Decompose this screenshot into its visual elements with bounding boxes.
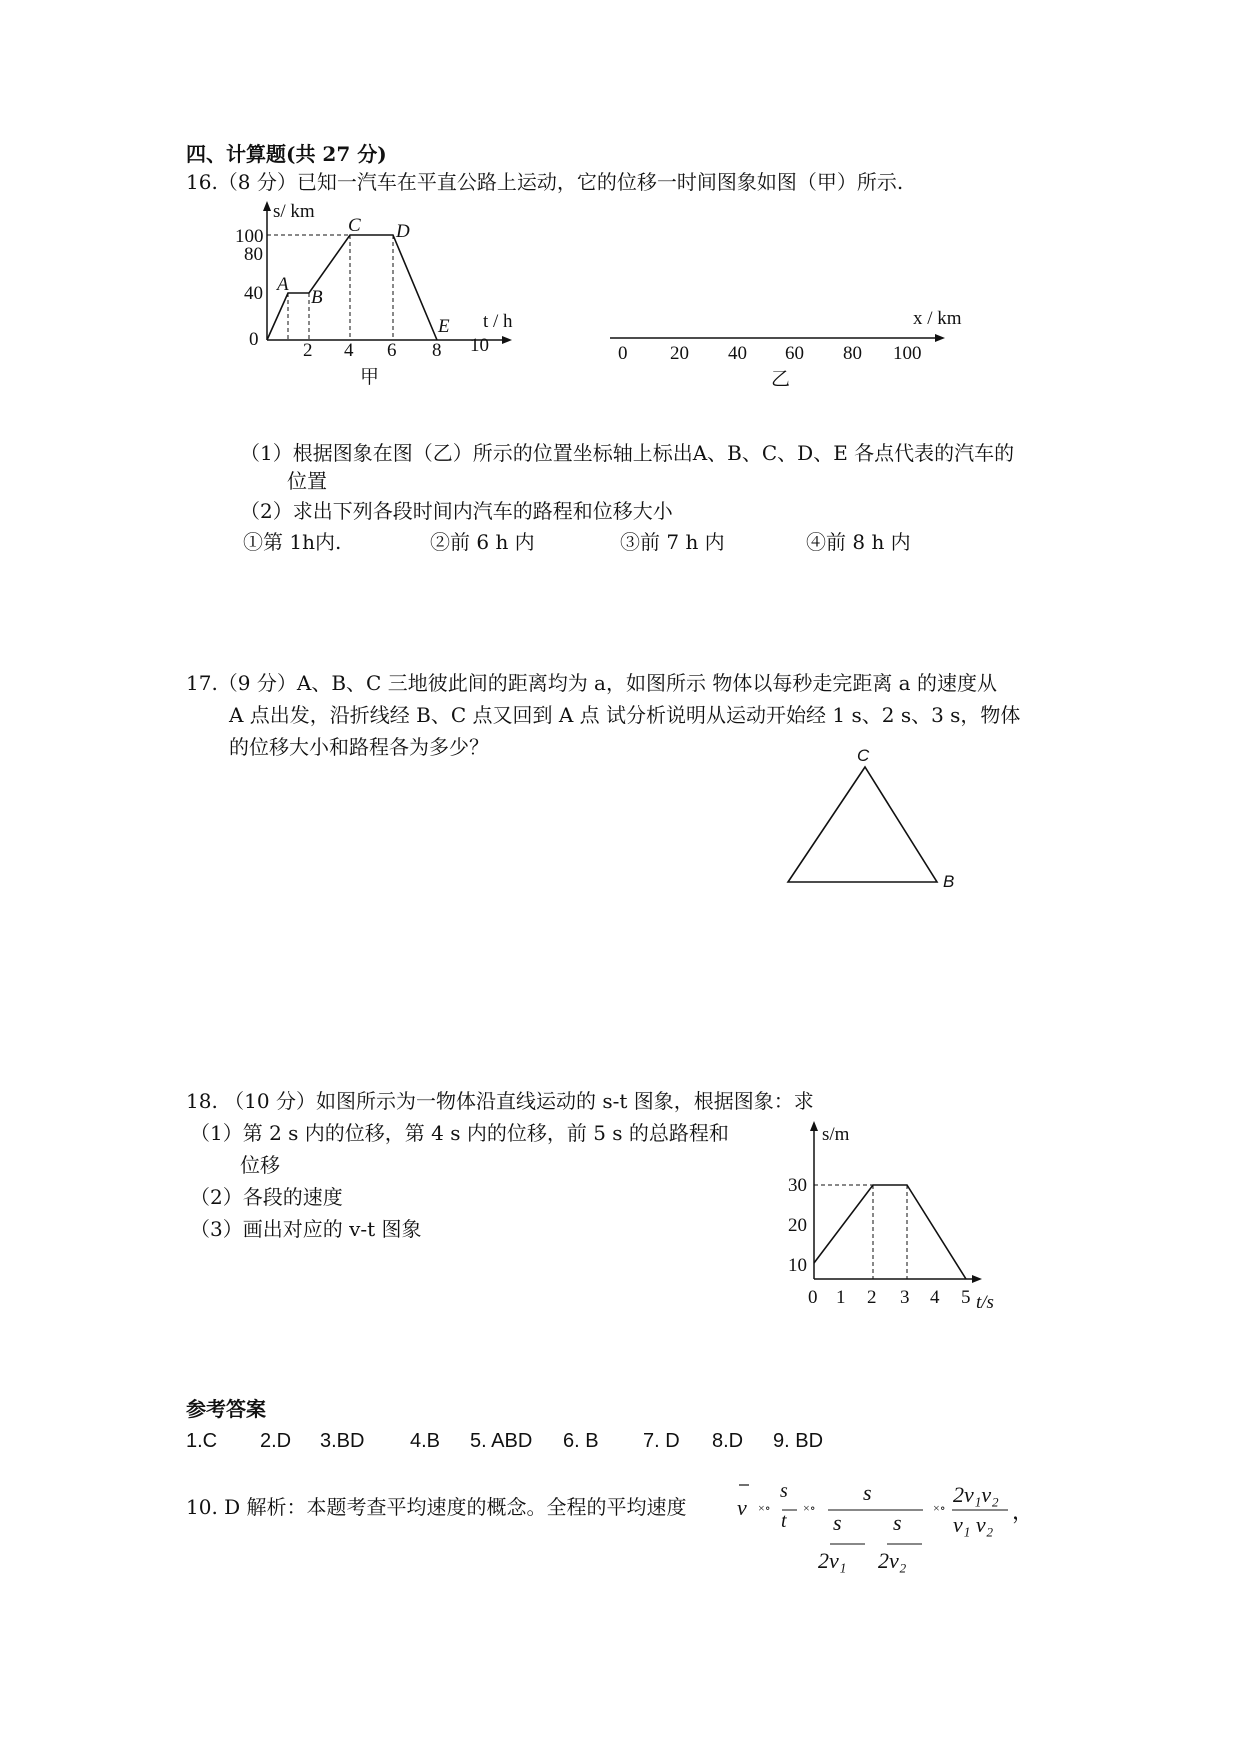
q18-y-tick-20: 20 [788, 1215, 807, 1236]
answers-title: 参考答案 [186, 1397, 266, 1421]
q18-sub-1a: （1）第 2 s 内的位移，第 4 s 内的位移，前 5 s 的总路程和 [190, 1121, 729, 1145]
jia-x-tick-8: 8 [432, 340, 442, 361]
q16-item-3: ③前 7 h 内 [620, 530, 725, 554]
triangle-label-b: B [943, 872, 955, 891]
q16-stem: 16.（8 分）已知一汽车在平直公路上运动，它的位移一时间图象如图（甲）所示. [186, 170, 904, 194]
answer-2: 2.D [260, 1430, 292, 1452]
answer-9: 9. BD [773, 1430, 824, 1452]
jia-point-e: E [438, 316, 450, 337]
q17-line-1: 17.（9 分）A、B、C 三地彼此间的距离均为 a，如图所示 物体以每秒走完距离 a 的速度从 [186, 671, 997, 695]
q18-line-1: 18. （10 分）如图所示为一物体沿直线运动的 s-t 图象，根据图象：求 [186, 1089, 814, 1113]
yi-tick-80: 80 [843, 343, 862, 364]
formula-2v2: 2v₂ [878, 1548, 907, 1573]
jia-line [267, 235, 437, 340]
svg-text:×∘: ×∘ [803, 1501, 816, 1515]
q18-sub-1b: 位移 [240, 1153, 280, 1177]
yi-tick-0: 0 [618, 343, 628, 364]
yi-x-label: x / km [913, 308, 962, 329]
jia-point-b: B [311, 287, 323, 308]
answer-10-text: 10. D 解析：本题考查平均速度的概念。全程的平均速度 [186, 1495, 687, 1519]
answer-7: 7. D [643, 1430, 680, 1452]
q18-line [814, 1185, 966, 1279]
answer-5: 5. ABD [470, 1430, 533, 1452]
q16-item-2: ②前 6 h 内 [430, 530, 535, 554]
answer-6: 6. B [563, 1430, 599, 1452]
svg-text:×∘: ×∘ [933, 1501, 946, 1515]
q18-sub-3: （3）画出对应的 v-t 图象 [190, 1217, 422, 1241]
jia-x-tick-6: 6 [387, 340, 397, 361]
yi-tick-20: 20 [670, 343, 689, 364]
formula-2v1v2: 2v₁v₂ [953, 1482, 999, 1507]
jia-x-tick-10: 10 [470, 335, 489, 356]
q18-x-tick-4: 4 [930, 1287, 940, 1308]
yi-tick-100: 100 [893, 343, 922, 364]
formula-s-den1: s [833, 1510, 842, 1535]
jia-point-a: A [277, 274, 289, 295]
jia-point-c: C [348, 215, 361, 236]
q18-graph [780, 1118, 1010, 1318]
formula-s-num: s [863, 1480, 872, 1505]
q16-part1-a: （1）根据图象在图（乙）所示的位置坐标轴上标出A、B、C、D、E 各点代表的汽车的 [240, 441, 1015, 465]
jia-x-tick-2: 2 [303, 340, 313, 361]
section-title: 四、计算题(共 27 分) [186, 142, 387, 166]
q18-x-label: t/s [976, 1292, 994, 1313]
jia-y-tick-80: 80 [244, 244, 263, 265]
jia-y-tick-100: 100 [235, 226, 264, 247]
formula-v1-plus-v2: v₁ v₂ [953, 1512, 994, 1537]
svg-text:×∘: ×∘ [758, 1501, 771, 1515]
q16-graph-jia [230, 195, 540, 395]
q18-sub-2: （2）各段的速度 [190, 1185, 343, 1209]
q18-x-tick-5: 5 [961, 1287, 971, 1308]
q18-x-tick-1: 1 [836, 1287, 846, 1308]
answer-4: 4.B [410, 1430, 441, 1452]
answer-3: 3.BD [320, 1430, 365, 1452]
q18-y-tick-30: 30 [788, 1175, 807, 1196]
q18-x-tick-0: 0 [808, 1287, 818, 1308]
formula-t: t [781, 1510, 787, 1532]
q18-x-tick-2: 2 [867, 1287, 877, 1308]
jia-y-label: s/ km [273, 201, 315, 222]
answer-8: 8.D [712, 1430, 744, 1452]
formula-v-bar: v [737, 1495, 747, 1520]
q16-item-4: ④前 8 h 内 [806, 530, 911, 554]
yi-caption: 乙 [771, 369, 791, 390]
q16-axis-yi [605, 308, 985, 390]
formula-comma: ， [1012, 1499, 1035, 1524]
q18-y-label: s/m [822, 1124, 850, 1145]
jia-x-tick-4: 4 [344, 340, 354, 361]
jia-x-tick-0: 0 [249, 329, 259, 350]
jia-x-label: t / h [483, 311, 513, 332]
q16-item-1: ①第 1h内. [243, 530, 342, 554]
formula-s-top: s [780, 1480, 788, 1502]
q17-line-2: A 点出发，沿折线经 B、C 点又回到 A 点 试分析说明从运动开始经 1 s、2 s、3 s，物体 [229, 703, 1021, 727]
jia-y-tick-40: 40 [244, 283, 263, 304]
answer-1: 1.C [186, 1430, 218, 1452]
formula-s-den2: s [893, 1510, 902, 1535]
jia-point-d: D [396, 221, 410, 242]
q17-line-3: 的位移大小和路程各为多少？ [229, 735, 489, 759]
q18-x-tick-3: 3 [900, 1287, 910, 1308]
q17-triangle [780, 745, 960, 895]
q18-y-tick-10: 10 [788, 1255, 807, 1276]
formula-2v1: 2v₁ [818, 1548, 847, 1573]
q16-part1-b: 位置 [287, 469, 327, 493]
jia-caption: 甲 [360, 367, 380, 388]
triangle-label-c: C [857, 746, 870, 765]
q16-part2: （2）求出下列各段时间内汽车的路程和位移大小 [240, 499, 673, 523]
yi-tick-40: 40 [728, 343, 747, 364]
yi-tick-60: 60 [785, 343, 804, 364]
